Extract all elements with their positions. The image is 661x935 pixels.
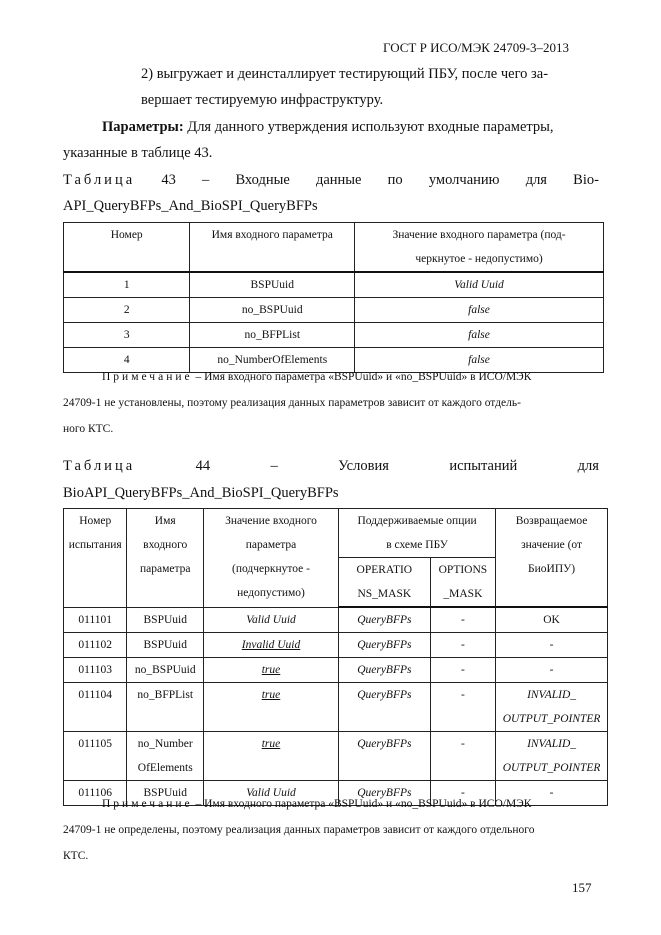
cell-line: -: [549, 639, 554, 651]
cell-value-text: true: [261, 738, 281, 750]
header-line: Возвращаемое: [515, 515, 588, 527]
caption-word: для: [577, 458, 599, 474]
cell-line: OUTPUT_POINTER: [502, 713, 601, 725]
cell-options-mask: -: [430, 683, 495, 732]
note-text: – Имя входного параметра «BSPUuid» и «no_BSPUuid» в ИСО/МЭК: [195, 371, 532, 383]
header-supported-options: [339, 509, 496, 558]
cell-return-value: [496, 658, 608, 683]
cell-options-mask: -: [430, 658, 495, 683]
caption-word: Таблица: [63, 172, 136, 188]
table-row: [64, 732, 608, 781]
header-operations-mask: [339, 558, 431, 608]
cell-operations-mask: QueryBFPs: [339, 607, 431, 633]
note-label: Примечание: [102, 371, 193, 383]
header-line: Значение входного: [225, 515, 317, 527]
caption-word: по: [387, 172, 403, 188]
table43-caption-line2: API_QueryBFPs_And_BioSPI_QueryBFPs: [63, 198, 318, 214]
header-line: _MASK: [443, 588, 483, 600]
cell-parameter-name: [127, 732, 204, 781]
note-text: – Имя входного параметра «BSPUuid» и «no_BSPUuid» в ИСО/МЭК: [195, 798, 532, 810]
cell-options-mask: -: [430, 633, 495, 658]
cell-number: 1: [64, 272, 190, 298]
header-return-value: [496, 509, 608, 608]
cell-value-text: Valid Uuid: [246, 787, 296, 799]
caption-word: Таблица: [63, 458, 136, 474]
parameters-paragraph: [102, 115, 599, 139]
cell-number: 4: [64, 348, 190, 373]
header-test-number: [64, 509, 127, 608]
cell-operations-mask: QueryBFPs: [339, 633, 431, 658]
header-line: параметра: [245, 539, 297, 551]
paragraph-line: указанные в таблице 43.: [63, 145, 213, 161]
cell-parameter-value: [204, 732, 339, 781]
cell-line: OUTPUT_POINTER: [502, 762, 601, 774]
header-line: Поддерживаемые опции: [357, 515, 477, 527]
caption-word: для: [525, 172, 547, 188]
header-line: значение (от: [521, 539, 583, 551]
header-line: недопустимо): [237, 587, 305, 599]
cell-value-text: true: [261, 689, 281, 701]
cell-return-value: [496, 633, 608, 658]
header-line: черкнутое - недопустимо): [415, 253, 543, 265]
cell-parameter-value: [204, 658, 339, 683]
cell-line: INVALID_: [527, 738, 577, 750]
cell-value-text: Valid Uuid: [246, 613, 296, 626]
cell-parameter-name: [127, 633, 204, 658]
cell-parameter-value: [204, 607, 339, 633]
header-line: Номер: [79, 515, 112, 527]
cell-number: 2: [64, 298, 190, 323]
note-label: Примечание: [102, 798, 193, 810]
table-row: [64, 658, 608, 683]
header-line: параметра: [139, 563, 191, 575]
header-parameter-name: Имя входного параметра: [190, 223, 355, 273]
table-44: [63, 508, 608, 806]
cell-parameter-value: [204, 683, 339, 732]
header-line: БиоИПУ): [528, 563, 576, 575]
cell-options-mask: -: [430, 732, 495, 781]
cell-return-value: [496, 732, 608, 781]
table-row: [64, 633, 608, 658]
cell-test-number: 011106: [64, 781, 127, 806]
cell-line: INVALID_: [527, 689, 577, 701]
caption-word: 43: [161, 172, 176, 188]
header-line: в схеме ПБУ: [386, 539, 448, 551]
cell-line: -: [549, 664, 554, 676]
table-row: [64, 607, 608, 633]
table-row: [64, 298, 604, 323]
header-line: Имя: [154, 515, 176, 527]
cell-operations-mask: QueryBFPs: [339, 658, 431, 683]
caption-word: Условия: [338, 458, 389, 474]
caption-word: 44: [195, 458, 211, 474]
cell-line: OfElements: [137, 762, 193, 774]
cell-options-mask: -: [430, 607, 495, 633]
cell-return-value: [496, 607, 608, 633]
cell-test-number: 011102: [64, 633, 127, 658]
note-line: 24709-1 не установлены, поэтому реализация данных параметров зависит от каждого отдель-: [63, 397, 521, 409]
cell-value-text: Invalid Uuid: [241, 639, 301, 651]
cell-number: 3: [64, 323, 190, 348]
cell-parameter-value: [204, 633, 339, 658]
cell-parameter-value: false: [355, 348, 604, 373]
cell-parameter-value: false: [355, 323, 604, 348]
table44-caption: [63, 454, 599, 478]
header-line: OPTIONS: [438, 564, 488, 576]
header-options-mask: [430, 558, 495, 608]
header-number: Номер: [64, 223, 190, 273]
cell-operations-mask: QueryBFPs: [339, 732, 431, 781]
caption-word: Входные: [235, 172, 290, 188]
cell-value-text: true: [261, 664, 281, 676]
caption-word: –: [270, 458, 278, 474]
cell-test-number: 011104: [64, 683, 127, 732]
page-number: 157: [572, 880, 592, 895]
cell-line: BSPUuid: [143, 639, 187, 651]
caption-word: умолчанию: [428, 172, 500, 188]
cell-test-number: 011101: [64, 607, 127, 633]
caption-word: Bio-: [573, 172, 599, 188]
paragraph-line: 2) выгружает и деинсталлирует тестирующий ПБУ, после чего за-: [141, 66, 549, 82]
cell-parameter-name: no_NumberOfElements: [190, 348, 355, 373]
cell-test-number: 011105: [64, 732, 127, 781]
document-header: ГОСТ Р ИСО/МЭК 24709-3–2013: [383, 40, 570, 55]
cell-line: no_Number: [137, 738, 193, 750]
header-parameter-name: [127, 509, 204, 608]
caption-word: –: [202, 172, 210, 188]
cell-parameter-name: [127, 658, 204, 683]
cell-line: no_BSPUuid: [134, 664, 196, 676]
caption-word: данные: [315, 172, 362, 188]
cell-parameter-name: no_BSPUuid: [190, 298, 355, 323]
table44-caption-line2: BioAPI_QueryBFPs_And_BioSPI_QueryBFPs: [63, 485, 339, 501]
cell-parameter-value: false: [355, 298, 604, 323]
cell-parameter-name: [127, 683, 204, 732]
table-header-row: [64, 509, 608, 558]
cell-line: no_BFPList: [137, 689, 194, 701]
cell-parameter-name: no_BFPList: [190, 323, 355, 348]
note-line: 24709-1 не определены, поэтому реализация данных параметров зависит от каждого отдельного: [63, 824, 535, 836]
header-line: входного: [143, 539, 188, 551]
cell-line: BSPUuid: [143, 787, 187, 799]
table-43: [63, 222, 604, 373]
note-line: ного КТС.: [63, 423, 114, 435]
header-parameter-value: [204, 509, 339, 608]
header-line: испытания: [68, 539, 122, 551]
cell-parameter-value: Valid Uuid: [355, 272, 604, 298]
table-header-row: [64, 223, 604, 273]
table-row: [64, 323, 604, 348]
header-parameter-value: [355, 223, 604, 273]
table-row: [64, 683, 608, 732]
table-row: [64, 272, 604, 298]
header-line: (подчеркнутое -: [232, 563, 310, 575]
table44-note: [102, 791, 599, 817]
cell-options-mask: -: [430, 781, 495, 806]
paragraph-line: вершает тестируемую инфраструктуру.: [141, 92, 384, 108]
cell-test-number: 011103: [64, 658, 127, 683]
caption-word: испытаний: [449, 458, 518, 474]
cell-return-value: [496, 683, 608, 732]
cell-line: BSPUuid: [143, 613, 187, 626]
cell-operations-mask: QueryBFPs: [339, 683, 431, 732]
cell-operations-mask: QueryBFPs: [339, 781, 431, 806]
parameters-text: Для данного утверждения используют входные параметры,: [187, 119, 554, 135]
parameters-label: Параметры:: [102, 119, 184, 135]
cell-line: OK: [543, 614, 560, 626]
cell-parameter-name: [127, 607, 204, 633]
header-line: OPERATIO: [356, 564, 413, 576]
cell-parameter-name: BSPUuid: [190, 272, 355, 298]
table43-caption: [63, 168, 599, 192]
cell-line: -: [549, 787, 554, 799]
header-line: NS_MASK: [357, 588, 412, 600]
table43-note: [102, 364, 599, 390]
header-line: Значение входного параметра (под-: [392, 229, 566, 241]
note-line: КТС.: [63, 850, 89, 862]
